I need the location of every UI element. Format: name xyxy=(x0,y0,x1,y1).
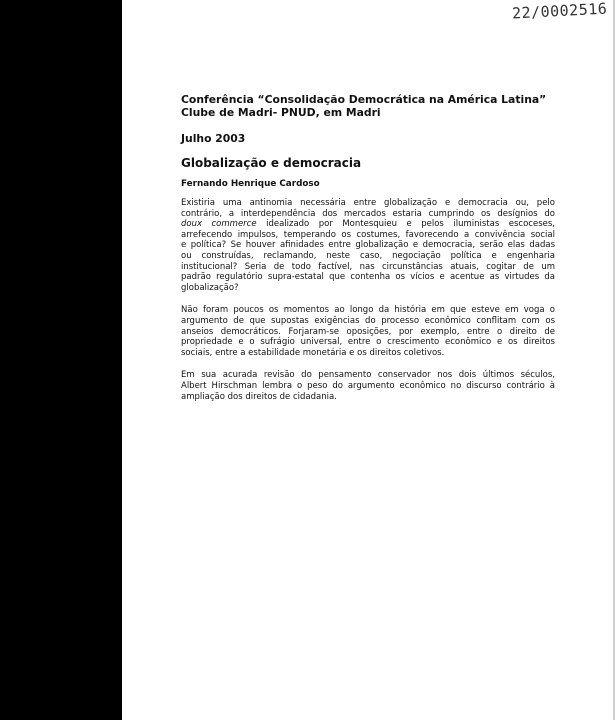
paragraph xyxy=(181,370,555,402)
paragraph-line: arrefecendo impulsos, temperando os costumes, favorecendo a convivência social xyxy=(181,229,555,240)
paragraph xyxy=(181,305,555,358)
document-date: Julho 2003 xyxy=(181,132,246,145)
line-text: idealizado por Montesquieu e pelos iluministas escoceses, xyxy=(256,219,555,230)
document-title: Globalização e democracia xyxy=(181,156,362,170)
conference-title-line1: Conferência “Consolidação Democrática na América Latina” xyxy=(181,93,547,106)
italic-term: doux commerce xyxy=(181,219,257,230)
paragraph-line: Não foram poucos os momentos ao longo da história em que esteve em voga o xyxy=(181,305,555,316)
paragraph-line: institucional? Seria de todo factível, nas circunstâncias atuais, cogitar de um xyxy=(181,261,555,272)
paragraph-line: argumento de que supostas exigências do processo econômico conflitam com os xyxy=(181,315,555,326)
paragraph-line: globalização? xyxy=(181,282,239,293)
paragraph-line: Albert Hirschman lembra o peso do argumento econômico no discurso contrário à xyxy=(181,380,555,391)
author-name: Fernando Henrique Cardoso xyxy=(181,179,320,189)
paragraph-line xyxy=(181,219,555,230)
paragraph-line: Existiria uma antinomia necessária entre globalização e democracia ou, pelo xyxy=(181,198,555,208)
document-body xyxy=(181,93,555,402)
conference-title-line2: Clube de Madri- PNUD, em Madri xyxy=(181,106,381,119)
paragraph-line: ou construídas, reclamando, neste caso, negociação política e engenharia xyxy=(181,250,555,261)
paragraph-line: propriedade e o sufrágio universal, entre o crescimento econômico e os direitos xyxy=(181,337,555,348)
document-page xyxy=(122,0,615,720)
paragraph-line: anseios democráticos. Forjaram-se oposições, por exemplo, entre o direito de xyxy=(181,326,555,337)
archive-stamp: 22/0002516 xyxy=(511,0,608,23)
paragraph-line: e política? Se houver afinidades entre globalização e democracia, serão elas dadas xyxy=(181,240,555,251)
paragraph-line: contrário, a interdependência dos mercados estaria cumprindo os desígnios do xyxy=(181,208,555,219)
paragraph-line: padrão regulatório supra-estatal que contenha os vícios e acentue as virtudes da xyxy=(181,272,555,283)
paragraph-line: sociais, entre a estabilidade monetária e os direitos coletivos. xyxy=(181,347,445,358)
paragraph-line: ampliação dos direitos de cidadania. xyxy=(181,391,337,402)
paragraph xyxy=(181,198,555,293)
paragraph-line: Em sua acurada revisão do pensamento conservador nos dois últimos séculos, xyxy=(181,370,555,381)
